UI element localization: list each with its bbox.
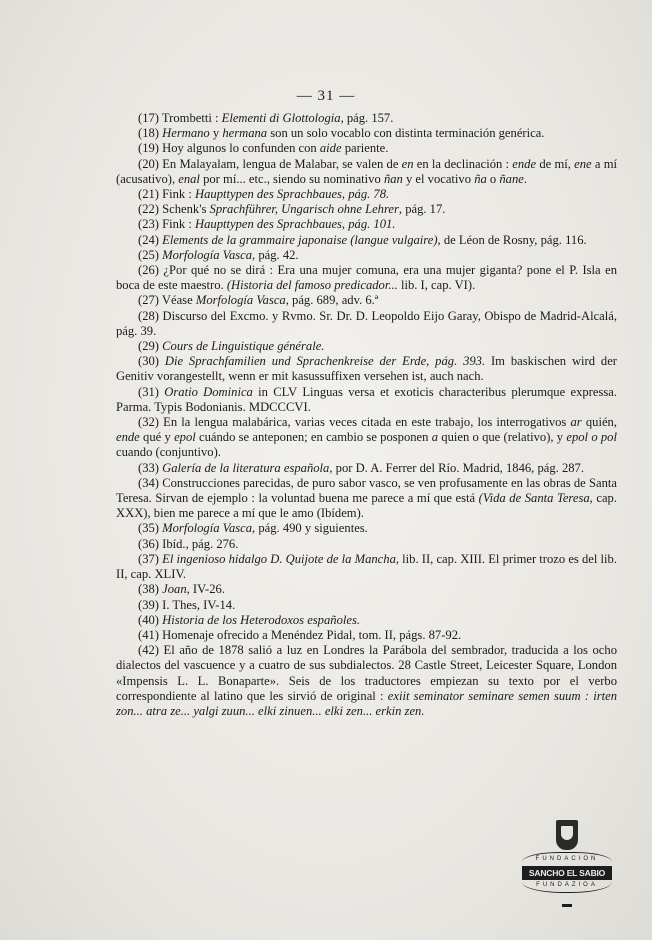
footnote-italic-text: (Vida de Santa Teresa, <box>478 491 593 506</box>
footnote-text: , pág. 689, adv. 6.ª <box>285 293 379 308</box>
footnote-text: son un solo vocablo con distinta terminación genérica. <box>267 126 545 141</box>
footnote-text: (27) Véase <box>138 293 196 308</box>
footnote-text: (24) <box>138 232 163 247</box>
footnote <box>116 126 617 141</box>
footnote-text: lib. I, cap. VI). <box>397 278 476 293</box>
footnote <box>116 613 617 628</box>
footnote-italic-text: Morfología Vasca <box>195 293 286 308</box>
footnote-text: pariente. <box>341 141 389 156</box>
footnote-italic-text: Hermano <box>162 126 210 141</box>
footnote-text: (18) <box>138 126 163 141</box>
footnote-text: a mí (acusativo), <box>116 156 617 186</box>
footnote <box>116 582 617 597</box>
footnote-text: (26) ¿Por qué no se dirá : Era una mujer comuna, era una mujer giganta? pone el P. Isla en boca de este maestro. <box>116 263 617 293</box>
footnote-text: in CLV Linguas versa et exoticis characteribus plerumque expressa. Parma. Typis Bodonianis. MDCCCVI. <box>116 384 618 414</box>
footnote-text: o <box>486 171 500 186</box>
footnote-text: (25) <box>138 247 163 262</box>
footnote-italic-text: (Historia del famoso predicador... <box>226 278 398 293</box>
footnote-text: (23) Fink : <box>138 217 196 232</box>
footnote <box>116 217 617 232</box>
footnote-text: (32) En la lengua malabárica, varias veces citada en este trabajo, los interrogativos <box>138 415 571 430</box>
footnote-text: (33) <box>138 460 163 475</box>
footnote-text: , de Léon de Rosny, pág. 116. <box>437 232 587 247</box>
footnote-italic-text: hermana <box>222 126 268 141</box>
footnote <box>116 248 617 263</box>
footnote-italic-text: Haupttypen des Sprachbaues, pág. 78. <box>195 187 390 202</box>
footnote-text: (42) El año de 1878 salió a luz en Londres la Parábola del sembrador, traducida a los ocho dialectos del vascuence y a cuatro de sus subdialectos. 28 Castle Street, Leicester Square, London «Impensis L. L. Bonaparte». Seis de los traductores empiezan su texto por el verbo correspondiente al latino que les sirvió de original : <box>116 643 617 703</box>
footnote <box>116 476 617 522</box>
footnote-text: en la declinación : <box>413 156 513 171</box>
shield-icon <box>556 820 578 850</box>
footnote-text: lib. II, cap. XIII. El primer trozo es del lib. II, cap. XLIV. <box>116 551 617 582</box>
footnote-text: . <box>523 171 528 186</box>
footnote <box>116 537 617 552</box>
footnote-text: (41) Homenaje ofrecido a Menéndez Pidal, tom. II, págs. 87-92. <box>138 627 462 642</box>
footnote-text: y <box>209 126 223 141</box>
footnote-italic-text: exiit seminator seminare semen suum : irten zon... atra ze... yalgi zuun... elki zinuen... elki zen... erkin zen. <box>116 688 617 718</box>
footnote-text: de mí, <box>536 156 575 171</box>
footnote-text: cuando (conjuntivo). <box>116 445 221 460</box>
footnote-italic-text: Elementi di Glottologia <box>221 111 341 125</box>
footnote-text: pág. 490 y siguientes. <box>255 521 368 536</box>
footnote <box>116 202 617 217</box>
footnote-text: cuándo se anteponen; en cambio se posponen <box>195 430 432 445</box>
footnote <box>116 628 617 643</box>
footnote-italic-text: Haupttypen des Sprachbaues, pág. 101. <box>195 217 396 232</box>
footnote-text: , pág. 157. <box>340 111 394 125</box>
footnotes-list <box>116 111 617 719</box>
footnote-italic-text: Oratio Dominica <box>164 384 253 399</box>
footnote <box>116 141 617 156</box>
footnote-text: , pág. 42. <box>252 247 299 262</box>
footnote-italic-text: Cours de Linguistique générale. <box>162 339 325 354</box>
footnote <box>116 293 617 308</box>
footnote-italic-text: aide <box>319 141 342 156</box>
footnote-text: y el vocativo <box>402 171 475 186</box>
footnote-italic-text: epol o pol <box>566 430 617 445</box>
footnote-italic-text: epol <box>174 430 196 445</box>
footnote-text: (20) En Malayalam, lengua de Malabar, se valen de <box>138 156 402 171</box>
footnote-text: (17) Trombetti : <box>138 111 222 125</box>
footnote-text: quién, <box>581 415 617 430</box>
footnote-text: (38) <box>138 582 163 597</box>
footnote-text: (22) Schenk's <box>138 202 210 217</box>
footnote-italic-text: ende <box>116 430 140 445</box>
footnote-text: por D. A. Ferrer del Río. Madrid, 1846, pág. 287. <box>332 460 584 475</box>
footnote <box>116 233 617 248</box>
footnote <box>116 339 617 354</box>
footnote-text: qué y <box>139 430 175 445</box>
footnote <box>116 111 617 126</box>
footnote-italic-text: ñane <box>499 171 524 186</box>
stamp-bottom-text: FUNDAZIOA <box>522 882 612 893</box>
library-stamp <box>522 820 612 912</box>
footnote <box>116 263 617 293</box>
stamp-mark <box>562 904 572 907</box>
footnote-italic-text: ñan <box>383 171 403 186</box>
footnote-text: (21) Fink : <box>138 187 196 202</box>
page-number: — 31 — <box>296 88 356 104</box>
footnote-italic-text: El ingenioso hidalgo D. Quijote de la Mancha, <box>162 551 400 566</box>
footnote-text: (29) <box>138 339 163 354</box>
footnote-text: (34) Construcciones parecidas, de puro sabor vasco, se ven profusamente en las obras de Santa Teresa. Sirvan de ejemplo : la voluntad buena me parece a mí que está <box>116 475 617 506</box>
footnote-text: (19) Hoy algunos lo confunden con <box>138 141 320 156</box>
footnote-italic-text: Die Sprachfamilien und Sprachenkreise der Erde, pág. 393. <box>164 354 486 369</box>
footnote-text: , pág. 17. <box>398 202 446 217</box>
footnote-text: IV-26. <box>189 582 225 597</box>
stamp-middle-text: SANCHO EL SABIO <box>522 866 612 880</box>
footnote-text: (36) Ibíd., pág. 276. <box>138 536 239 551</box>
footnote-italic-text: ar <box>570 415 582 430</box>
footnote-text: cap. XXX), bien me parece a mí que le amo (Ibídem). <box>116 491 617 521</box>
footnote-text: por mí... etc., siendo su nominativo <box>199 171 384 186</box>
footnote <box>116 521 617 536</box>
footnote <box>116 461 617 476</box>
footnote-text: (30) <box>138 354 165 369</box>
footnote-italic-text: enal <box>178 171 200 186</box>
footnote <box>116 415 617 461</box>
footnote-text: (37) <box>138 551 163 566</box>
footnote-text: quien o que (relativo), y <box>438 430 567 445</box>
footnote-text: (28) Discurso del Excmo. y Rvmo. Sr. Dr. D. Leopoldo Eijo Garay, Obispo de Madrid-Alcalá, pág. 39. <box>116 308 617 338</box>
footnote-italic-text: Elements de la grammaire japonaise (langue vulgaire) <box>162 232 438 247</box>
footnote-italic-text: ende <box>512 156 537 171</box>
footnote <box>116 309 617 339</box>
footnote-italic-text: Morfología Vasca <box>162 247 253 262</box>
footnote-italic-text: a <box>431 430 439 445</box>
stamp-top-text: FUNDACION <box>522 852 612 862</box>
footnote <box>116 157 617 187</box>
footnote-italic-text: Historia de los Heterodoxos españoles. <box>162 612 361 627</box>
footnote <box>116 643 617 719</box>
footnote-italic-text: ña <box>474 171 487 186</box>
footnote-text: (35) <box>138 521 163 536</box>
footnote <box>116 187 617 202</box>
footnote <box>116 354 617 384</box>
footnote <box>116 385 617 415</box>
footnote-text: (40) <box>138 612 163 627</box>
footnote-italic-text: Sprachführer, Ungarisch ohne Lehrer <box>209 202 399 217</box>
footnote-italic-text: ene <box>574 156 592 171</box>
footnote-italic-text: Galería de la literatura española, <box>162 460 333 475</box>
footnote-italic-text: en <box>401 156 414 171</box>
footnote-italic-text: Joan, <box>162 582 190 597</box>
footnote-text: Im baskischen wird der Genitiv vorangestellt, wenn er mit kasussuffixen versehen ist, auch nach. <box>116 354 617 384</box>
footnote-text: (39) I. Thes, IV-14. <box>138 597 236 612</box>
footnote <box>116 598 617 613</box>
footnote <box>116 552 617 582</box>
footnote-text: (31) <box>138 384 165 399</box>
footnote-italic-text: Morfología Vasca, <box>162 521 256 536</box>
